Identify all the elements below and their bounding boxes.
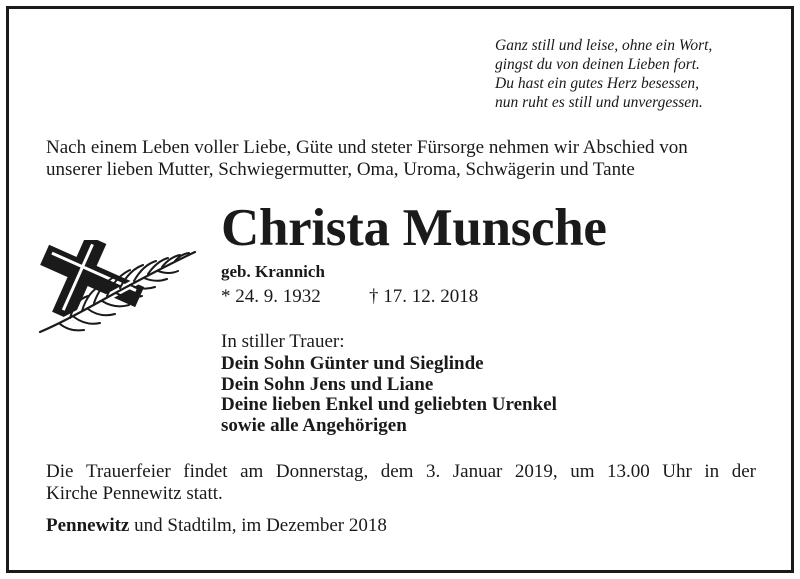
mourner: Dein Sohn Jens und Liane <box>221 373 434 395</box>
intro-line: unserer lieben Mutter, Schwiegermutter, Oma, Uroma, Schwägerin und Tante <box>46 159 635 180</box>
funeral-service-text <box>46 461 756 505</box>
service-word: 13.00 <box>607 461 650 482</box>
service-word: 2019, <box>514 461 558 482</box>
mourner: Dein Sohn Günter und Sieglinde <box>221 353 484 374</box>
service-word: Uhr <box>662 461 692 482</box>
deceased-name: Christa Munsche <box>221 199 607 257</box>
footer-place-date <box>46 515 387 537</box>
maiden-name: geb. Krannich <box>221 262 325 281</box>
footer-date: und Stadtilm, im Dezember 2018 <box>129 515 387 536</box>
service-word: am <box>240 461 264 482</box>
intro-text <box>46 137 758 181</box>
mourners-list <box>221 354 557 436</box>
footer-place: Pennewitz <box>46 515 130 536</box>
poem-line: nun ruht es still und unvergessen. <box>495 94 703 111</box>
service-word: dem <box>380 461 414 482</box>
service-word: findet <box>183 461 228 482</box>
service-line: Kirche Pennewitz statt. <box>46 483 223 504</box>
poem-line: Ganz still und leise, ohne ein Wort, <box>495 37 713 54</box>
poem-line: gingst du von deinen Lieben fort. <box>495 56 700 73</box>
service-word: Trauerfeier <box>85 461 171 482</box>
mourner: Deine lieben Enkel und geliebten Urenkel <box>221 394 557 415</box>
poem <box>495 36 712 112</box>
poem-line: Du hast ein gutes Herz besessen, <box>495 75 700 92</box>
service-line <box>46 461 756 483</box>
service-word: in <box>704 461 720 482</box>
service-word: Donnerstag, <box>275 461 369 482</box>
service-word: Januar <box>452 461 503 482</box>
cross-with-palm-frond-icon <box>30 240 200 340</box>
death-date: † 17. 12. 2018 <box>369 286 479 307</box>
intro-line: Nach einem Leben voller Liebe, Güte und steter Fürsorge nehmen wir Abschied von <box>46 137 688 158</box>
service-word: 3. <box>426 461 441 482</box>
life-dates <box>221 286 479 308</box>
service-word: Die <box>46 461 74 482</box>
birth-date: * 24. 9. 1932 <box>221 286 321 307</box>
mourning-heading: In stiller Trauer: <box>221 331 345 352</box>
service-word: um <box>570 461 595 482</box>
mourner: sowie alle Angehörigen <box>221 414 407 436</box>
service-word: der <box>731 461 756 482</box>
